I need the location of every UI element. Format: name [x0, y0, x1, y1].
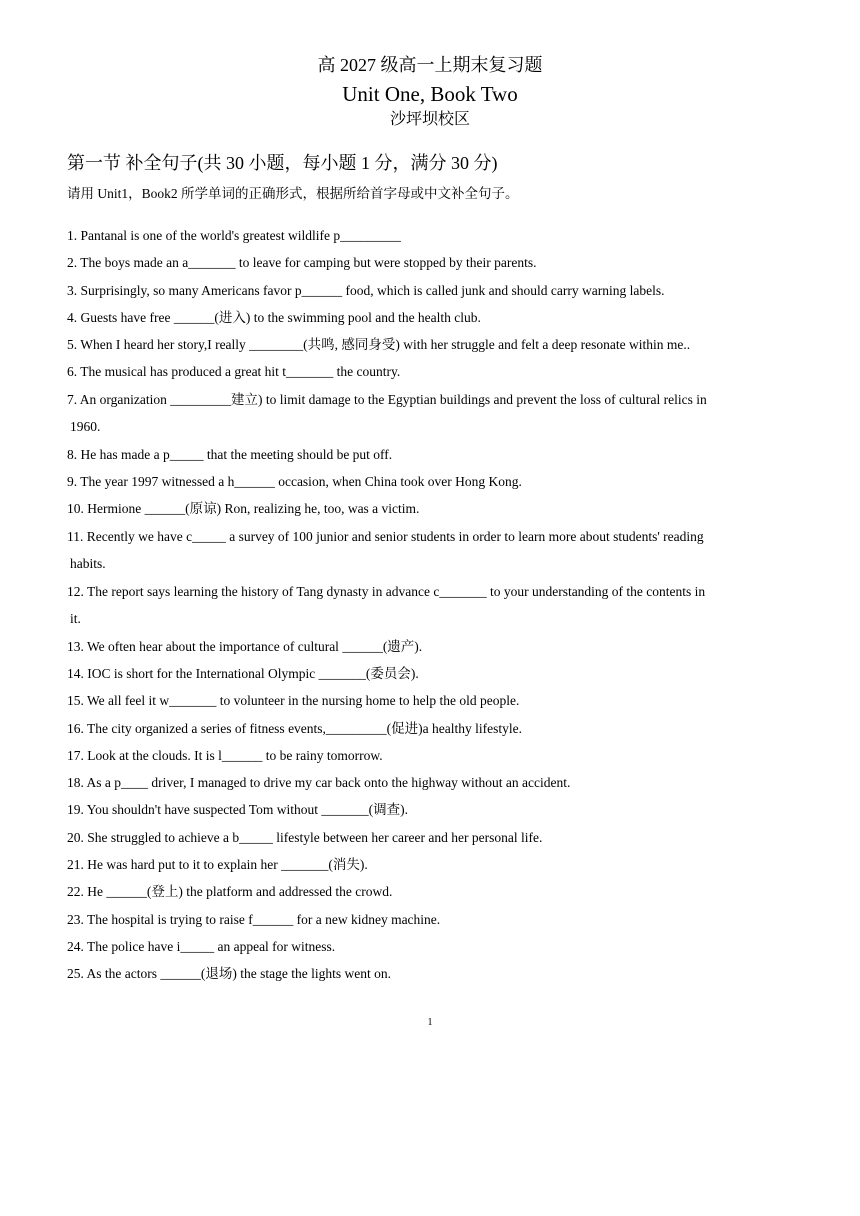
question-text: 3. Surprisingly, so many Americans favor p______ food, which is called junk and should carry warning labels. [67, 282, 665, 298]
question-item [67, 304, 802, 331]
question-text: 22. He ______(登上) the platform and addressed the crowd. [67, 884, 393, 900]
question-item [67, 769, 802, 796]
question-text: 4. Guests have free ______(进入) to the swimming pool and the health club. [67, 309, 481, 325]
question-text-continued: habits. [70, 556, 106, 572]
question-text: 7. An organization _________建立) to limit damage to the Egyptian buildings and prevent the loss of cultural relics in [67, 391, 707, 407]
question-text: 20. She struggled to achieve a b_____ lifestyle between her career and her personal life. [67, 829, 543, 845]
page-number: 1 [427, 1017, 433, 1028]
question-text: 17. Look at the clouds. It is l______ to be rainy tomorrow. [67, 747, 383, 763]
question-item [67, 715, 802, 742]
question-text-continued: it. [70, 611, 81, 627]
question-item [67, 878, 802, 905]
question-item [67, 578, 802, 633]
question-text: 1. Pantanal is one of the world's greatest wildlife p_________ [67, 228, 401, 243]
question-item [67, 906, 802, 933]
question-item [67, 358, 802, 385]
question-item [67, 468, 802, 495]
question-item [67, 824, 802, 851]
question-item [67, 495, 802, 522]
section-heading: 第一节 补全句子(共 30 小题，每小题 1 分，满分 30 分) [67, 153, 498, 173]
section-instructions: 请用 Unit1，Book2 所学单词的正确形式，根据所给首字母或中文补全句子。 [67, 186, 519, 201]
question-text: 24. The police have i_____ an appeal for witness. [67, 938, 336, 954]
question-item [67, 687, 802, 714]
question-item [67, 441, 802, 468]
question-item [67, 960, 802, 987]
question-item [67, 742, 802, 769]
question-text: 15. We all feel it w_______ to volunteer in the nursing home to help the old people. [67, 693, 520, 709]
question-item [67, 933, 802, 960]
question-item [67, 633, 802, 660]
question-item [67, 249, 802, 276]
question-item [67, 660, 802, 687]
question-text: 13. We often hear about the importance of cultural ______(遗产). [67, 638, 423, 654]
question-text: 18. As a p____ driver, I managed to drive my car back onto the highway without an accident. [67, 775, 571, 791]
question-item [67, 796, 802, 823]
question-text: 9. The year 1997 witnessed a h______ occasion, when China took over Hong Kong. [67, 474, 522, 490]
question-text-continued: 1960. [70, 419, 101, 435]
question-text: 11. Recently we have c_____ a survey of 100 junior and senior students in order to learn more about students' reading [67, 528, 704, 544]
campus-name: 沙坪坝校区 [389, 111, 470, 128]
question-text: 2. The boys made an a_______ to leave for camping but were stopped by their parents. [67, 255, 537, 271]
question-item [67, 277, 802, 304]
question-text: 21. He was hard put to it to explain her _______(消失). [67, 857, 368, 873]
question-item [67, 523, 802, 578]
exam-title: 高 2027 级高一上期末复习题 [317, 55, 543, 75]
question-text: 8. He has made a p_____ that the meeting should be put off. [67, 446, 393, 462]
question-text: 10. Hermione ______(原谅) Ron, realizing he, too, was a victim. [67, 501, 420, 517]
question-text: 19. You shouldn't have suspected Tom without _______(调查). [67, 802, 408, 818]
question-item [67, 331, 802, 358]
unit-title: Unit One, Book Two [342, 82, 518, 106]
question-text: 23. The hospital is trying to raise f______ for a new kidney machine. [67, 911, 441, 927]
question-item [67, 851, 802, 878]
question-text: 16. The city organized a series of fitness events,_________(促进)a healthy lifestyle. [67, 720, 523, 736]
question-item [67, 386, 802, 441]
question-text: 6. The musical has produced a great hit t_______ the country. [67, 364, 401, 380]
question-text: 5. When I heard her story,I really ________(共鸣, 感同身受) with her struggle and felt a deep resonate within me.. [67, 337, 691, 353]
question-text: 12. The report says learning the history of Tang dynasty in advance c_______ to your understanding of the contents in [67, 583, 706, 599]
question-list [67, 222, 802, 988]
question-text: 25. As the actors ______(退场) the stage the lights went on. [67, 966, 391, 982]
question-text: 14. IOC is short for the International Olympic _______(委员会). [67, 665, 419, 681]
question-item [67, 222, 802, 249]
